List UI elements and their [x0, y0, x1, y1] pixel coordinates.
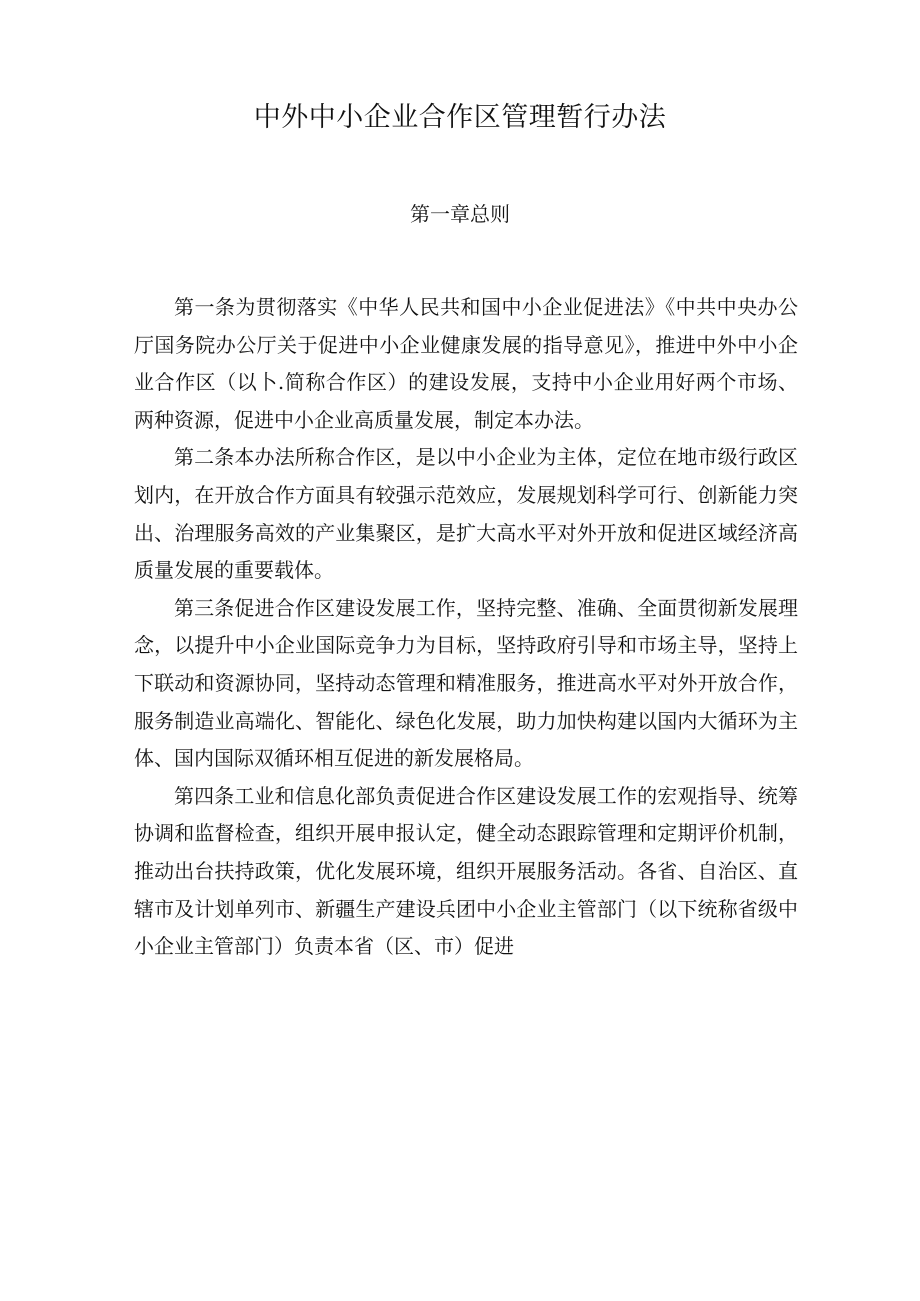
article-3-paragraph: 第三条促进合作区建设发展工作，坚持完整、准确、全面贯彻新发展理念，以提升中小企业国际竞争力为目标，坚持政府引导和市场主导，坚持上下联动和资源协同，坚持动态管理和精准服务，推进高水平对外开放合作，服务制造业高端化、智能化、绿色化发展，助力加快构建以国内大循环为主体、国内国际双循环相互促进的新发展格局。 — [134, 595, 798, 771]
article-1-paragraph: 第一条为贯彻落实《中华人民共和国中小企业促进法》《中共中央办公厅国务院办公厅关于促进中小企业健康发展的指导意见》，推进中外中小企业合作区（以卜.简称合作区）的建设发展，支持中小企业用好两个市场、两种资源，促进中小企业高质量发展，制定本办法。 — [134, 295, 798, 432]
article-4-paragraph: 第四条工业和信息化部负责促进合作区建设发展工作的宏观指导、统筹协调和监督检查，组织开展申报认定，健全动态跟踪管理和定期评价机制，推动出台扶持政策，优化发展环境，组织开展服务活动。各省、自治区、直辖市及计划单列市、新疆生产建设兵团中小企业主管部门（以下统称省级中小企业主管部门）负责本省（区、市）促进 — [134, 783, 798, 959]
document-body — [134, 289, 798, 966]
article-2-paragraph: 第二条本办法所称合作区，是以中小企业为主体，定位在地市级行政区划内，在开放合作方面具有较强示范效应，发展规划科学可行、创新能力突出、治理服务高效的产业集聚区，是扩大高水平对外开放和促进区域经济高质量发展的重要载体。 — [134, 445, 798, 583]
document-title: 中外中小企业合作区管理暂行办法 — [253, 102, 667, 133]
chapter-heading: 第一章总则 — [410, 202, 510, 226]
